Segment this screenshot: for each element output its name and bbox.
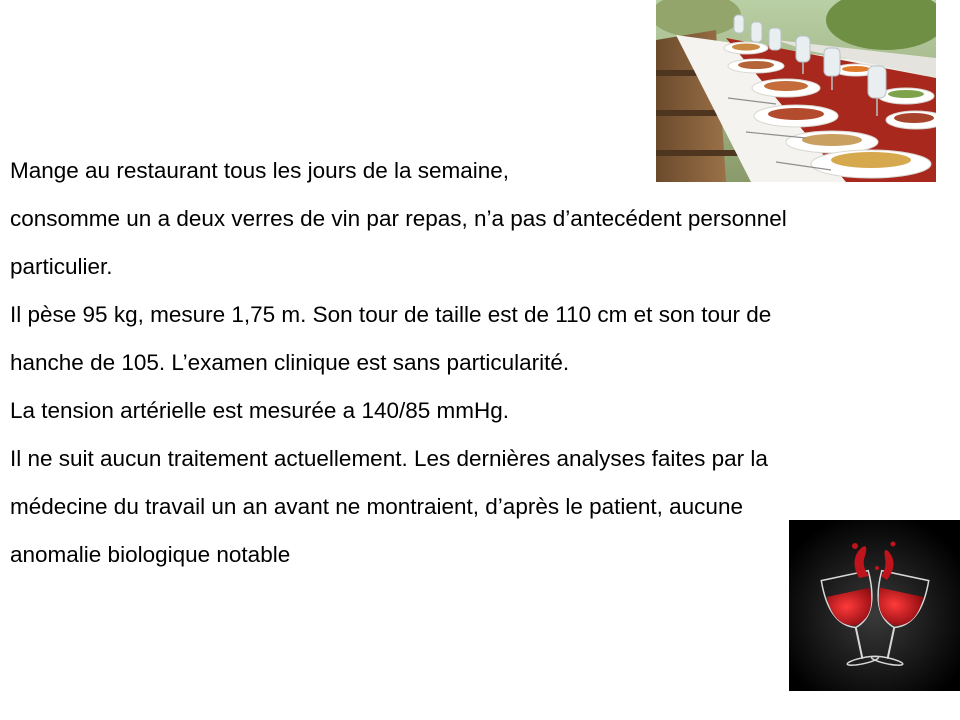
text-line: Il pèse 95 kg, mesure 1,75 m. Son tour de taille est de 110 cm et son tour de xyxy=(10,302,772,327)
wine-glasses-photo xyxy=(789,520,960,691)
text-line: médecine du travail un an avant ne montraient, d’après le patient, aucune xyxy=(10,494,743,519)
text-line: La tension artérielle est mesurée a 140/85 mmHg. xyxy=(10,398,510,423)
case-description xyxy=(10,147,945,579)
text-line: hanche de 105. L’examen clinique est sans particularité. xyxy=(10,350,570,375)
text-line: Mange au restaurant tous les jours de la semaine, xyxy=(10,158,510,183)
text-line: particulier. xyxy=(10,254,113,279)
text-line: anomalie biologique notable xyxy=(10,542,291,567)
text-line: consomme un a deux verres de vin par repas, n’a pas d’antecédent personnel xyxy=(10,206,787,231)
text-line: Il ne suit aucun traitement actuellement. Les dernières analyses faites par la xyxy=(10,446,768,471)
